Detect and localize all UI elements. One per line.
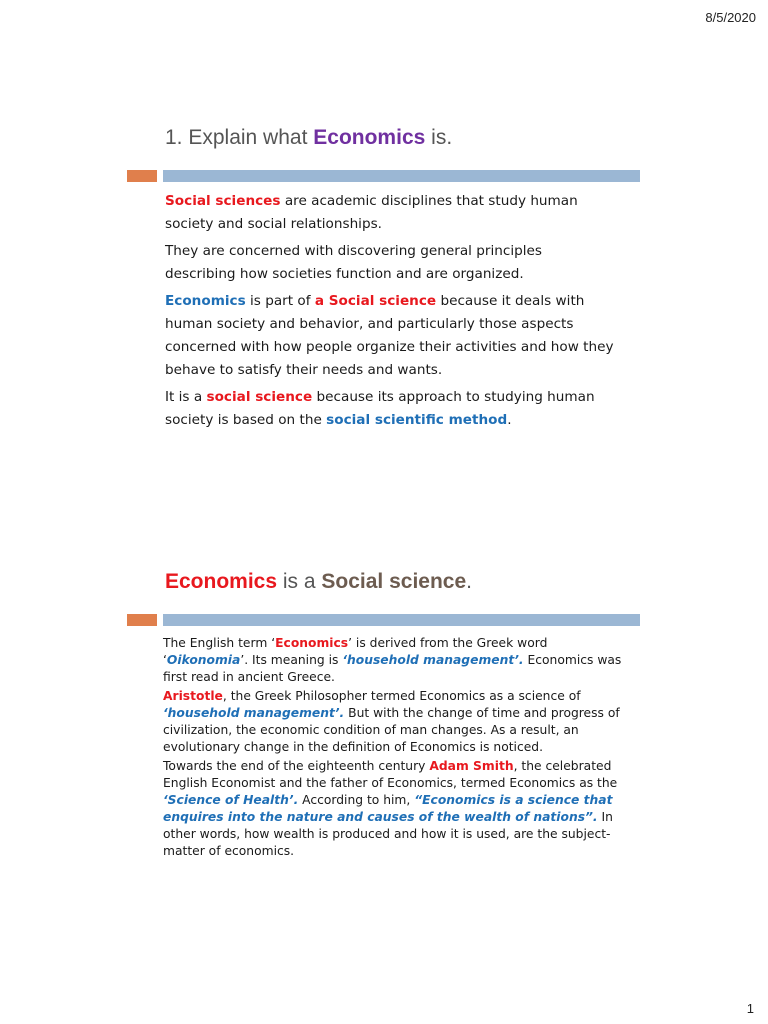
text: Economics was first read in ancient Greece.: [163, 653, 622, 684]
slide1-title: [165, 126, 452, 150]
term-economics: Economics: [275, 636, 349, 650]
text: , the Greek Philosopher termed Economics as a science of: [222, 689, 581, 703]
slide1-divider-bar: [127, 170, 640, 182]
slide2-paragraph-3: [163, 758, 623, 860]
slide2-title-end: .: [466, 570, 473, 593]
text: because its approach to studying human society is based on the: [165, 389, 595, 428]
slide2-title: [165, 570, 472, 594]
date-label: 8/5/2020: [705, 10, 756, 25]
text: According to him,: [298, 793, 415, 807]
slide2-title-mid: is a: [277, 570, 322, 593]
slide2-title-economics: Economics: [165, 570, 278, 593]
text: , the celebrated English Economist and the father of Economics, termed Economics as the: [163, 759, 618, 790]
term-social-sciences: Social sciences: [165, 193, 281, 209]
slide2-paragraph-1: [163, 635, 623, 686]
term-science-of-health: ‘Science of Health’.: [163, 793, 299, 807]
term-economics: Economics: [165, 293, 246, 309]
quote-adam-smith: “Economics is a science that enquires into the nature and causes of the wealth of nations”.: [163, 793, 613, 824]
slide2-body: [163, 635, 623, 862]
slide1-title-prefix: 1. Explain what: [165, 126, 314, 149]
slide2-paragraph-2: [163, 688, 623, 756]
slide1-paragraph-3: [165, 290, 615, 382]
term-social-science: social science: [206, 389, 313, 405]
text: .: [507, 412, 512, 428]
text: ’ is derived from the Greek word ‘: [163, 636, 548, 667]
slide1-body: [165, 190, 615, 436]
slide1-paragraph-4: [165, 386, 615, 432]
term-scientific-method: social scientific method: [326, 412, 508, 428]
term-oikonomia: Oikonomia: [166, 653, 241, 667]
slide1-title-suffix: is.: [425, 126, 453, 149]
term-household-management: ‘household management’.: [163, 706, 345, 720]
slide1-paragraph-1: [165, 190, 615, 236]
text: Towards the end of the eighteenth century: [163, 759, 430, 773]
text: It is a: [165, 389, 207, 405]
text: ’. Its meaning is: [240, 653, 343, 667]
term-social-science: a Social science: [314, 293, 437, 309]
text: is part of: [245, 293, 315, 309]
slide1-paragraph-2: They are concerned with discovering general principles describing how societies function and are organized.: [165, 243, 542, 282]
term-aristotle: Aristotle: [163, 689, 223, 703]
page-number: 1: [746, 1001, 754, 1016]
text: are academic disciplines that study human society and social relationships.: [165, 193, 578, 232]
text: But with the change of time and progress of civilization, the economic condition of man changes. As a result, an evolutionary change in the definition of Economics is noticed.: [163, 706, 620, 754]
term-household-management: ‘household management’.: [342, 653, 524, 667]
text: The English term ‘: [163, 636, 276, 650]
slide2-title-social-science: Social science: [321, 570, 467, 593]
slide2-divider-bar: [127, 614, 640, 626]
text: because it deals with human society and behavior, and particularly those aspects concerned with how people organize their activities and how they behave to satisfy their needs and wants.: [165, 293, 614, 378]
term-adam-smith: Adam Smith: [429, 759, 514, 773]
text: In other words, how wealth is produced and how it is used, are the subject-matter of economics.: [163, 810, 613, 858]
slide1-title-key: Economics: [313, 126, 426, 149]
